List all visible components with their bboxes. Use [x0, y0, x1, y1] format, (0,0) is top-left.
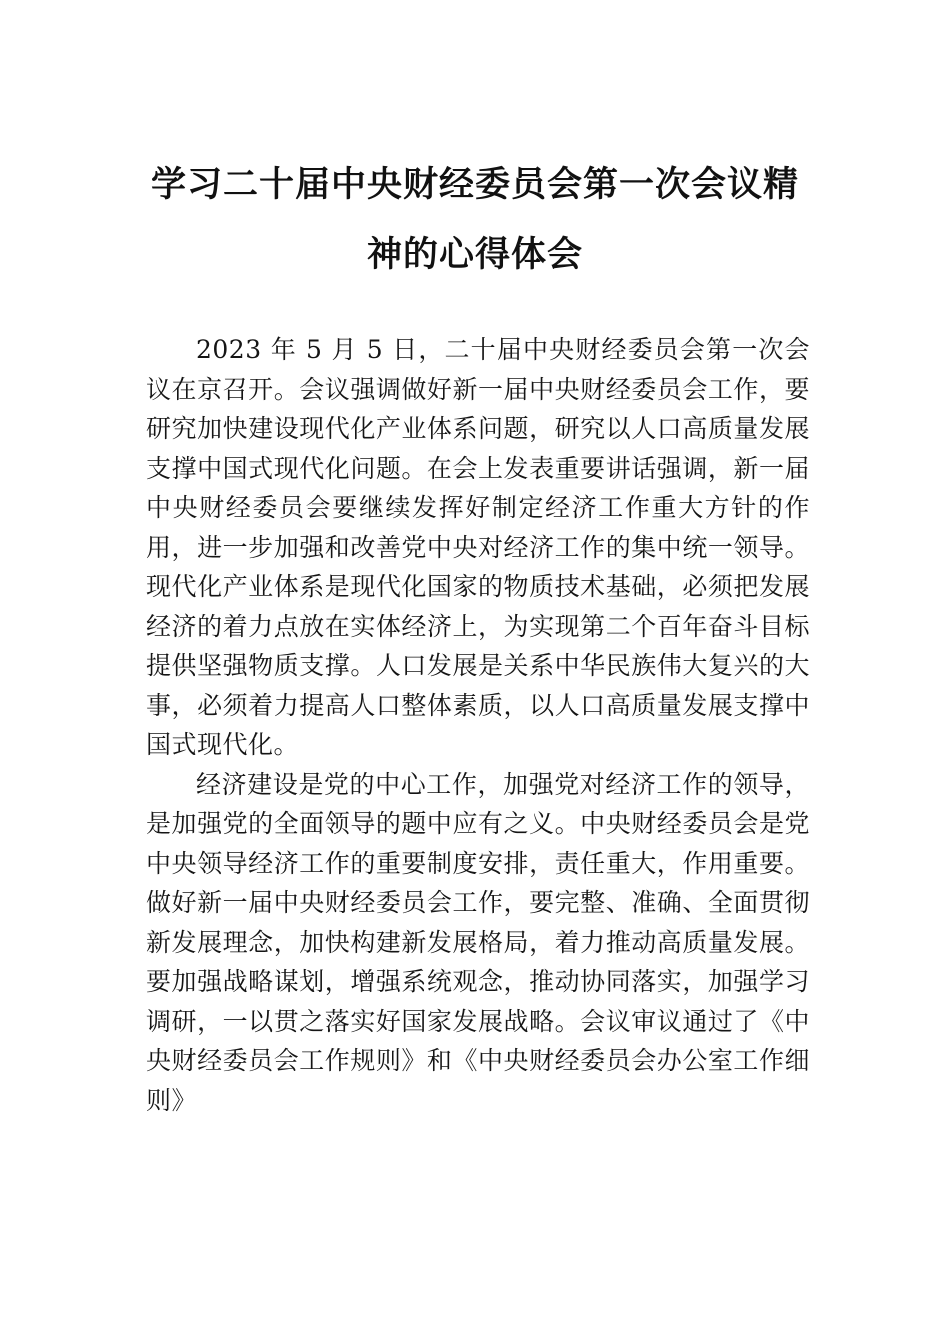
paragraph-1: 2023 年 5 月 5 日，二十届中央财经委员会第一次会议在京召开。会议强调做好新一届中央财经委员会工作，要研究加快建设现代化产业体系问题，研究以人口高质量发展支撑中国式现代化问题。在会上发表重要讲话强调，新一届中央财经委员会要继续发挥好制定经济工作重大方针的作用，进一步加强和改善党中央对经济工作的集中统一领导。现代化产业体系是现代化国家的物质技术基础，必须把发展经济的着力点放在实体经济上，为实现第二个百年奋斗目标提供坚强物质支撑。人口发展是关系中华民族伟大复兴的大事，必须着力提高人口整体素质，以人口高质量发展支撑中国式现代化。	[146, 335, 810, 759]
title-line-1: 学习二十届中央财经委员会第一次会议精	[150, 165, 799, 205]
document-body	[146, 330, 810, 1120]
document-title	[130, 150, 820, 290]
title-line-2: 神的心得体会	[366, 235, 583, 275]
paragraph-2: 经济建设是党的中心工作，加强党对经济工作的领导，是加强党的全面领导的题中应有之义。中央财经委员会是党中央领导经济工作的重要制度安排，责任重大，作用重要。 做好新一届中央财经委员会工作，要完整、准确、全面贯彻新发展理念，加快构建新发展格局，着力推动高质量发展。 要加强战略谋划，增强系统观念，推动协同落实，加强学习调研，一以贯之落实好国家发展战略。会议审议通过了《中央财经委员会工作规则》和《中央财经委员会办公室工作细则》	[146, 769, 810, 1115]
